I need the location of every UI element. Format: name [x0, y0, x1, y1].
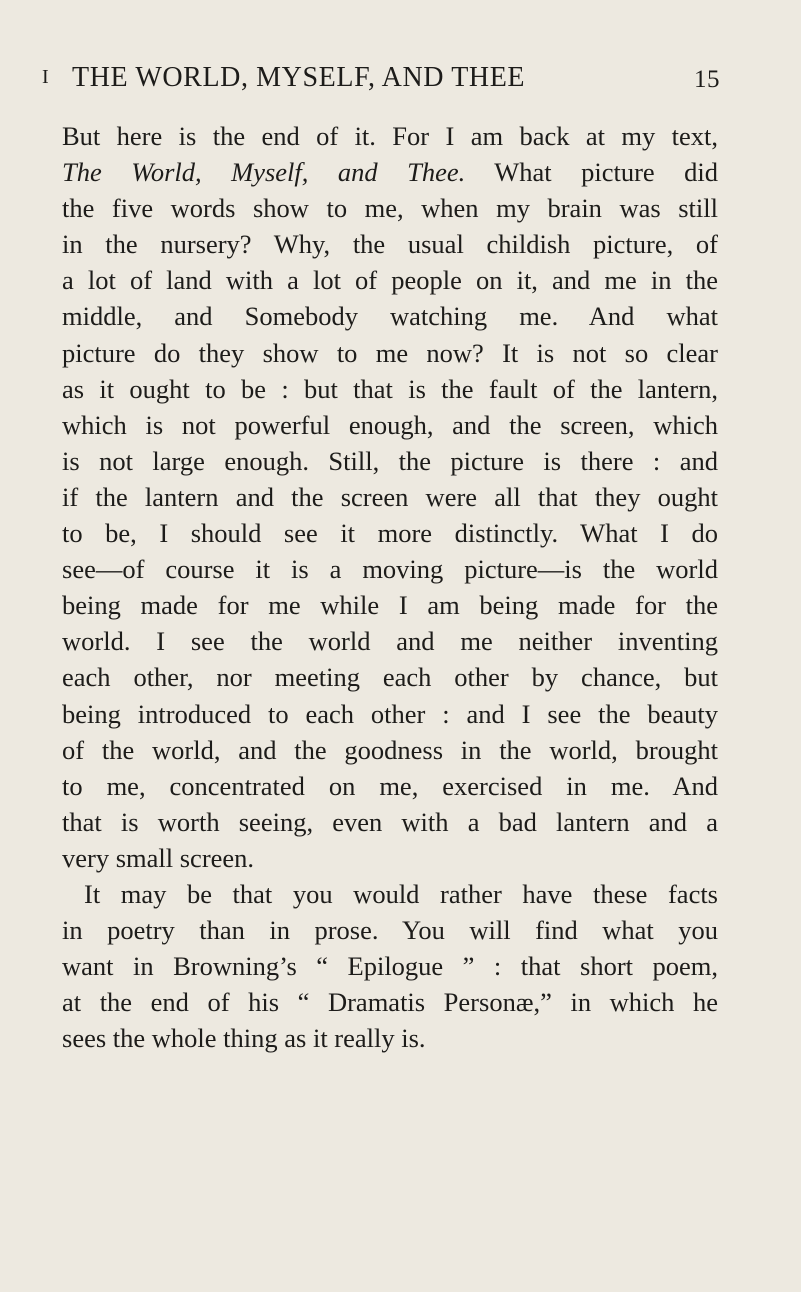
- running-header: [42, 62, 720, 102]
- text-line: at the end of his “ Dramatis Personæ,” in which he: [62, 987, 718, 1018]
- text-line: to be, I should see it more distinctly. What I do: [62, 518, 718, 549]
- running-title: THE WORLD, MYSELF, AND THEE: [72, 62, 526, 93]
- text-line: want in Browning’s “ Epilogue ” : that short poem,: [62, 951, 718, 982]
- text-line: if the lantern and the screen were all that they ought: [62, 481, 718, 512]
- page-number: 15: [694, 66, 720, 93]
- text-line: It may be that you would rather have these facts: [84, 878, 718, 909]
- text-line: picture do they show to me now? It is not so clear: [62, 337, 718, 368]
- text-line: a lot of land with a lot of people on it, and me in the: [62, 265, 718, 296]
- text-line: see—of course it is a moving picture—is the world: [62, 554, 718, 585]
- body-text: [62, 118, 718, 1056]
- text-line: in the nursery? Why, the usual childish picture, of: [62, 229, 718, 260]
- text-line: But here is the end of it. For I am back at my text,: [62, 121, 718, 151]
- text-line: the five words show to me, when my brain was still: [62, 193, 718, 224]
- text-line: which is not powerful enough, and the screen, which: [62, 409, 718, 440]
- text-line: being made for me while I am being made for the: [62, 590, 718, 621]
- text-line: that is worth seeing, even with a bad lantern and a: [62, 806, 718, 837]
- text-line: each other, nor meeting each other by chance, but: [62, 662, 718, 693]
- text-line: world. I see the world and me neither inventing: [62, 626, 718, 657]
- text-line: is not large enough. Still, the picture is there : and: [62, 445, 718, 476]
- text-line: of the world, and the goodness in the world, brought: [62, 734, 718, 765]
- text-line: to me, concentrated on me, exercised in me. And: [62, 770, 718, 801]
- chapter-number: I: [42, 66, 50, 88]
- text-line: being introduced to each other : and I see the beauty: [62, 698, 718, 729]
- text-line: The World, Myself, and Thee. What picture did: [62, 157, 718, 188]
- text-line: middle, and Somebody watching me. And what: [62, 301, 718, 332]
- text-line: sees the whole thing as it really is.: [62, 1023, 426, 1054]
- italic-title: The World, Myself, and Thee.: [62, 157, 466, 188]
- text-line: very small screen.: [62, 842, 255, 873]
- text-line: in poetry than in prose. You will find what you: [62, 915, 718, 946]
- text-line: as it ought to be : but that is the fault of the lantern,: [62, 373, 718, 404]
